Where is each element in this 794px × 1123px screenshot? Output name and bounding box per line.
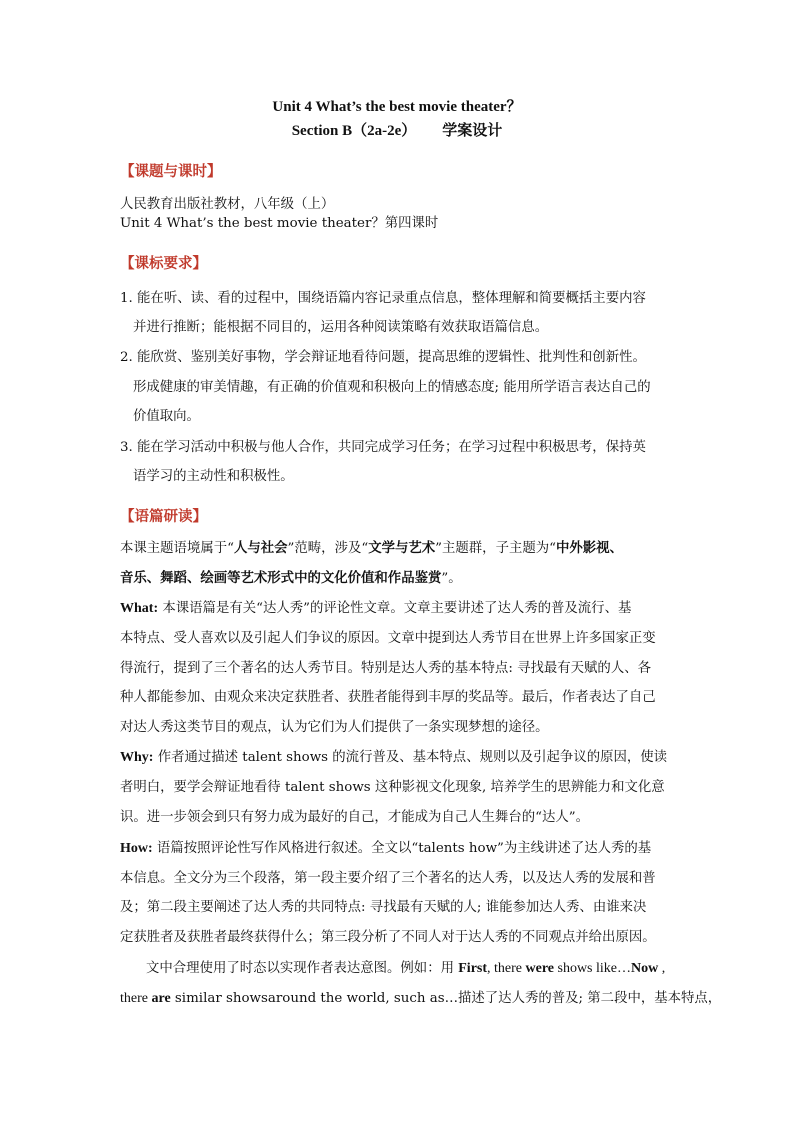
page-subtitle xyxy=(0,119,794,140)
what-line: 得流行，提到了三个著名的达人秀节目。特别是达人秀的基本特点: 寻找最有天赋的人、各 xyxy=(120,661,651,676)
why-label: Why: xyxy=(120,750,154,765)
intro-line: 音乐、舞蹈、绘画等艺术形式中的文化价值和作品鉴赏”。 xyxy=(120,570,462,586)
what-label: What: xyxy=(120,601,159,616)
heading-text-study: 【语篇研读】 xyxy=(120,509,207,525)
design-label: 学案设计 xyxy=(442,123,503,139)
how-line: 及；第二段主要阐述了达人秀的共同特点: 寻找最有天赋的人; 谁能参加达人秀、由谁来决 xyxy=(120,900,647,915)
lesson-line: Unit 4 What’s the best movie theater？第四课时 xyxy=(120,216,439,231)
how-line: 本信息。全文分为三个段落，第一段主要介绍了三个著名的达人秀，以及达人秀的发展和普 xyxy=(120,871,656,886)
requirement-line: 2. 能欣赏、鉴别美好事物，学会辩证地看待问题，提高思维的逻辑性、批判性和创新性。 xyxy=(120,350,646,365)
why-paragraph: Why: 作者通过描述 talent shows 的流行普及、基本特点、规则以及引起争议的原因，使读 xyxy=(120,750,668,765)
how-line: 定获胜者及获胜者最终获得什么；第三段分析了不同人对于达人秀的不同观点并给出原因。 xyxy=(120,930,656,945)
requirement-line: 1. 能在听、读、看的过程中，围绕语篇内容记录重点信息，整体理解和简要概括主要内容 xyxy=(120,291,646,306)
heading-topic-lesson: 【课题与课时】 xyxy=(120,164,222,180)
tense-line: there are similar showsaround the world, such as…描述了达人秀的普及; 第二段中，基本特点， xyxy=(120,991,722,1006)
how-paragraph: How: 语篇按照评论性写作风格进行叙述。全文以“talents how”为主线讲述了达人秀的基 xyxy=(120,841,652,856)
intro-line: 本课主题语境属于“人与社会”范畴，涉及“文学与艺术”主题群，子主题为“中外影视、 xyxy=(120,540,623,556)
why-line: 者明白，要学会辩证地看待 talent shows 这种影视文化现象, 培养学生的思辨能力和文化意 xyxy=(120,780,665,795)
tense-line: 文中合理使用了时态以实现作者表达意图。例如：用 First, there were shows like…Now , xyxy=(146,961,666,976)
section-label: Section B（2a-2e） xyxy=(291,123,417,139)
what-paragraph: What: 本课语篇是有关“达人秀”的评论性文章。文章主要讲述了达人秀的普及流行、基 xyxy=(120,601,632,616)
requirement-line: 语学习的主动性和积极性。 xyxy=(133,469,294,484)
requirement-line: 3. 能在学习活动中积极与他人合作，共同完成学习任务；在学习过程中积极思考，保持英 xyxy=(120,440,646,455)
what-line: 本特点、受人喜欢以及引起人们争议的原因。文章中提到达人秀节目在世界上许多国家正变 xyxy=(120,631,656,646)
page-title: Unit 4 What’s the best movie theater？ xyxy=(272,99,522,115)
requirement-line: 价值取向。 xyxy=(133,409,200,424)
why-line: 识。进一步领会到只有努力成为最好的自己，才能成为自己人生舞台的“达人”。 xyxy=(120,810,589,825)
heading-curriculum-requirements: 【课标要求】 xyxy=(120,256,207,272)
textbook-line: 人民教育出版社教材，八年级（上） xyxy=(120,197,335,212)
requirement-line: 并进行推断；能根据不同目的，运用各种阅读策略有效获取语篇信息。 xyxy=(133,320,549,335)
what-line: 种人都能参加、由观众来决定获胜者、获胜者能得到丰厚的奖品等。最后，作者表达了自己 xyxy=(120,690,656,705)
what-line: 对达人秀这类节目的观点，认为它们为人们提供了一条实现梦想的途径。 xyxy=(120,720,549,735)
requirement-line: 形成健康的审美情趣，有正确的价值观和积极向上的情感态度; 能用所学语言表达自己的 xyxy=(133,380,651,395)
how-label: How: xyxy=(120,841,153,856)
